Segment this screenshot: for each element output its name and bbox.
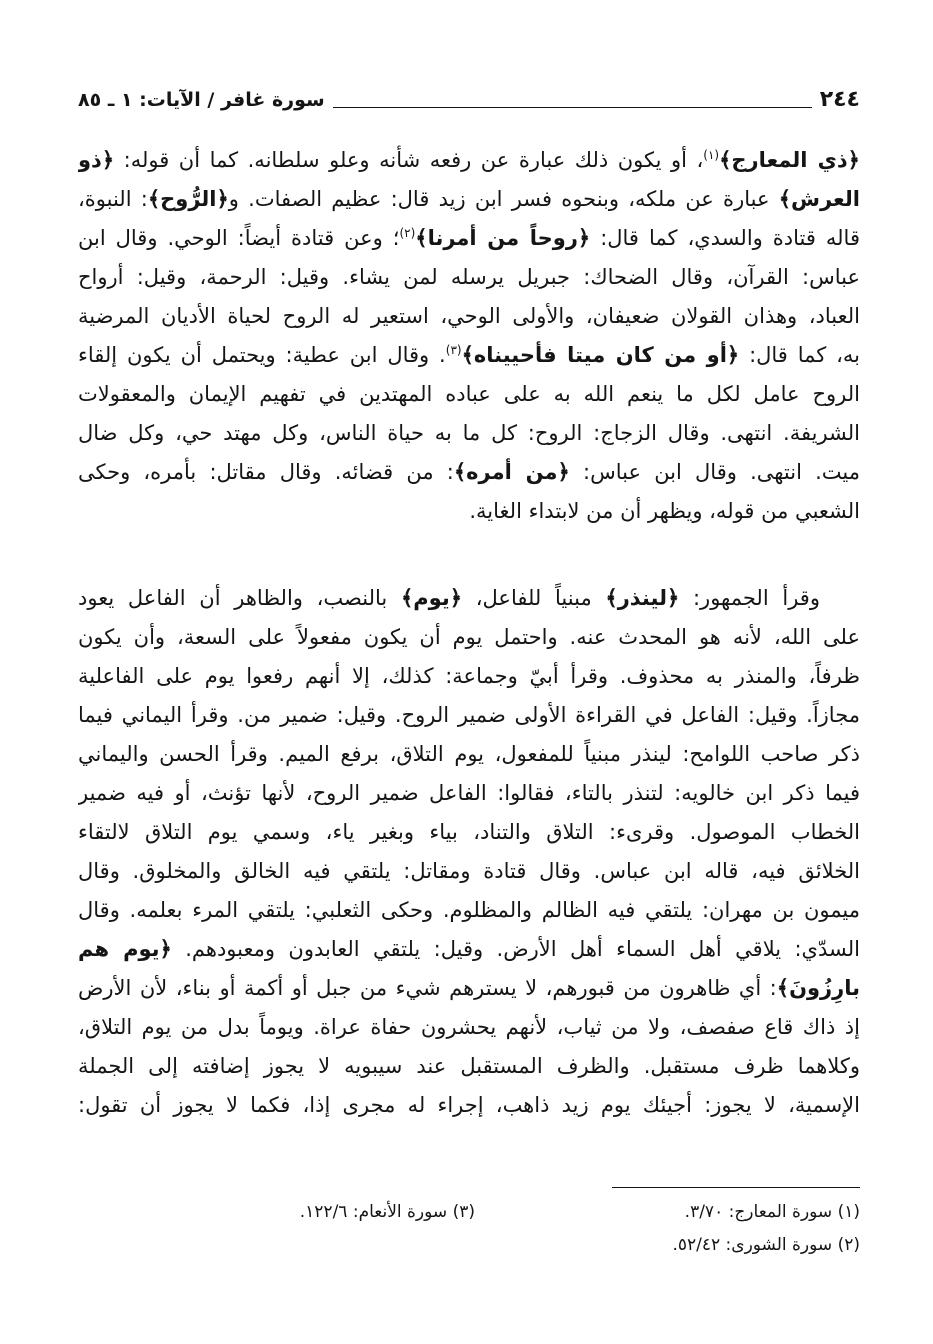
quran-quote: ﴿الرُّوح﴾ (147, 187, 229, 211)
quran-quote: ﴿لينذر﴾ (605, 586, 680, 610)
header-rule (333, 107, 812, 108)
text-run: وقرأ الجمهور: (679, 586, 820, 610)
text-run: الخلائق فيه، قاله ابن عباس. وقال قتادة ومقاتل: يلتقي فيه الخالق والمخلوق. وقال (78, 859, 860, 883)
running-title: سورة غافر / الآيات: ١ ـ ٨٥ (78, 89, 325, 111)
text-line (78, 618, 860, 657)
quran-quote: ﴿ذو (78, 148, 115, 172)
page-number: ٢٤٤ (819, 87, 860, 112)
quran-quote: ﴿أو من كان ميتا فأحييناه﴾ (461, 343, 740, 367)
quran-quote: ﴿ذي المعارج﴾ (719, 148, 860, 172)
paragraph-1 (78, 141, 860, 531)
text-line (78, 297, 860, 336)
text-line (78, 1086, 860, 1125)
text-run: : النبوة، (78, 187, 148, 211)
text-run: : أي ظاهرون من قبورهم، لا يسترهم شيء من جبل أو أكمة أو بناء، لأن الأرض (78, 976, 777, 1000)
quran-quote: ﴿روحاً من أمرنا﴾ (415, 226, 591, 250)
text-run: ، أو يكون ذلك عبارة عن رفعه شأنه وعلو سلطانه. كما أن قوله: (114, 148, 704, 172)
text-run: مبنياً للفاعل، (462, 586, 606, 610)
text-run: : من قضائه. وقال مقاتل: بأمره، وحكى (78, 460, 454, 484)
text-line (78, 696, 860, 735)
text-run: عبارة عن ملكه، وبنحوه فسر ابن زيد قال: عظيم الصفات. و (228, 187, 779, 211)
text-run: على الله، لأنه هو المحدث عنه. واحتمل يوم أن يكون مفعولاً على السعة، وأن يكون (78, 625, 860, 649)
paragraph-2 (78, 579, 860, 1125)
text-line (78, 219, 860, 258)
text-line (78, 453, 860, 492)
text-line (78, 891, 860, 930)
text-run: الشعبي من قوله، ويظهر أن من لابتداء الغاية. (469, 499, 860, 523)
text-line (78, 414, 860, 453)
text-line (78, 813, 860, 852)
page-header (78, 82, 860, 118)
text-run: الخطاب الموصول. وقرىء: التلاق والتناد، بياء وبغير ياء، وسمي يوم التلاق لالتقاء (78, 820, 860, 844)
text-line (78, 180, 860, 219)
text-line (78, 336, 860, 375)
text-line (78, 492, 860, 531)
text-run: العباد، وهذان القولان ضعيفان، والأولى الوحي، استعير له الروح لحياة الأديان المرضية (78, 304, 860, 328)
text-line (78, 375, 860, 414)
footnote-1: (١) سورة المعارج: ٣/٧٠. (684, 1202, 860, 1222)
text-run: فيما ذكر ابن خالويه: لتنذر بالتاء، فقالوا: الفاعل ضمير الروح، لأنها تؤنث، أو فيه ضمير (78, 781, 860, 805)
text-line (78, 141, 860, 180)
text-line (78, 852, 860, 891)
text-line (78, 930, 860, 969)
text-run: الشريفة. انتهى. وقال الزجاج: الروح: كل ما به حياة الناس، وكل مهتد حي، وكل ضال (78, 421, 860, 445)
text-run: ميت. انتهى. وقال ابن عباس: (569, 460, 860, 484)
text-run: السدّي: يلاقي أهل السماء أهل الأرض. وقيل: يلتقي العابدون ومعبودهم. (171, 937, 860, 961)
footnote-3: (٣) سورة الأنعام: ١٢٢/٦. (299, 1202, 475, 1222)
quran-quote: ﴿يوم﴾ (400, 586, 463, 610)
text-run: . وقال ابن عطية: ويحتمل أن يكون إلقاء (78, 343, 446, 367)
text-run: ظرفاً، والمنذر به محذوف. وقرأ أبيّ وجماعة: كذلك، إلا أنهم رفعوا يوم على الفاعلية (78, 664, 860, 688)
text-run: الإسمية، لا يجوز: أجيئك يوم زيد ذاهب، إجراء له مجرى إذا، فكما لا يجوز أن تقول: (78, 1093, 860, 1117)
text-line (78, 735, 860, 774)
text-run: ميمون بن مهران: يلتقي فيه الظالم والمظلوم. وحكى الثعلبي: يلتقي المرء بعلمه. وقال (78, 898, 860, 922)
quran-quote: العرش﴾ (778, 187, 860, 211)
text-line (78, 1047, 860, 1086)
text-run: ؛ وعن قتادة أيضاً: الوحي. وقال ابن (78, 226, 400, 250)
text-run: قاله قتادة والسدي، كما قال: (590, 226, 860, 250)
footnote-ref: (١) (703, 148, 720, 162)
text-run: إذ ذاك قاع صفصف، ولا من ثياب، لأنهم يحشرون حفاة عراة. ويوماً بدل من يوم التلاق، (78, 1015, 860, 1039)
quran-quote: بارِزُونَ﴾ (776, 976, 860, 1000)
text-line (78, 969, 860, 1008)
footnote-ref: (٣) (445, 343, 462, 357)
text-run: بالنصب، والظاهر أن الفاعل يعود (78, 586, 401, 610)
quran-quote: ﴿يوم هم (78, 937, 172, 961)
text-run: به، كما قال: (739, 343, 860, 367)
text-line (78, 579, 860, 618)
text-run: ذكر صاحب اللوامح: لينذر مبنياً للمفعول، يوم التلاق، برفع الميم. وقرأ الحسن واليماني (78, 742, 860, 766)
text-line (78, 657, 860, 696)
text-line (78, 258, 860, 297)
text-line (78, 1008, 860, 1047)
text-run: مجازاً. وقيل: الفاعل في القراءة الأولى ضمير الروح. وقيل: ضمير من. وقرأ اليماني فيما (78, 703, 860, 727)
text-run: الروح عامل لكل ما ينعم الله به على عباده المهتدين في تفهيم الإيمان والمعقولات (78, 382, 860, 406)
quran-quote: ﴿من أمره﴾ (453, 460, 570, 484)
text-run: وكلاهما ظرف مستقبل. والظرف المستقبل عند سيبويه لا يجوز إضافته إلى الجملة (78, 1054, 860, 1078)
footnote-separator (612, 1187, 860, 1188)
text-run: عباس: القرآن، وقال الضحاك: جبريل يرسله لمن يشاء. وقيل: الرحمة، وقيل: أرواح (78, 265, 860, 289)
footnote-2: (٢) سورة الشورى: ٥٢/٤٢. (672, 1235, 860, 1255)
text-line (78, 774, 860, 813)
footnote-ref: (٢) (399, 226, 416, 240)
